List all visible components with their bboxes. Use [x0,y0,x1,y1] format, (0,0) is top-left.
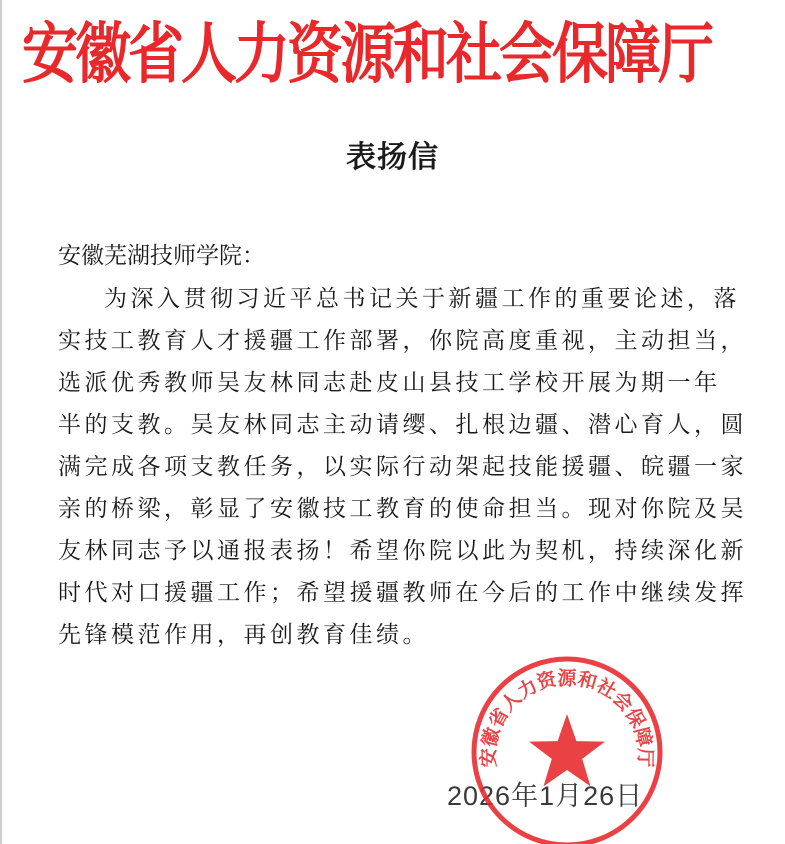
star-icon [529,714,605,786]
body-line: 友林同志予以通报表扬！希望你院以此为契机，持续深化新 [58,538,747,564]
masthead-org-name: 安徽省人力资源和社会保障厅 [22,14,711,93]
seal-graphic [467,652,667,844]
body-line: 实技工教育人才援疆工作部署，你院高度重视，主动担当， [58,328,747,354]
official-seal [467,652,667,844]
document-title: 表扬信 [346,140,439,175]
body-line: 时代对口援疆工作；希望援疆教师在今后的工作中继续发挥 [58,580,747,606]
body-line: 满完成各项支教任务，以实际行动架起技能援疆、皖疆一家 [58,454,747,480]
body-line: 先锋模范作用，再创教育佳绩。 [58,622,429,648]
body-line: 为深入贯彻习近平总书记关于新疆工作的重要论述，落 [104,286,740,312]
letter-date: 2026年1月26日 [447,781,644,811]
body-line: 亲的桥梁，彰显了安徽技工教育的使命担当。现对你院及吴 [58,496,747,522]
letter-body [58,278,758,656]
seal-text: 安徽省人力资源和社会保障厅 [477,667,657,768]
salutation: 安徽芜湖技师学院： [58,243,265,269]
body-line: 半的支教。吴友林同志主动请缨、扎根边疆、潜心育人，圆 [58,412,747,438]
body-line: 选派优秀教师吴友林同志赴皮山县技工学校开展为期一年 [58,370,721,396]
page-left-border [0,0,2,844]
